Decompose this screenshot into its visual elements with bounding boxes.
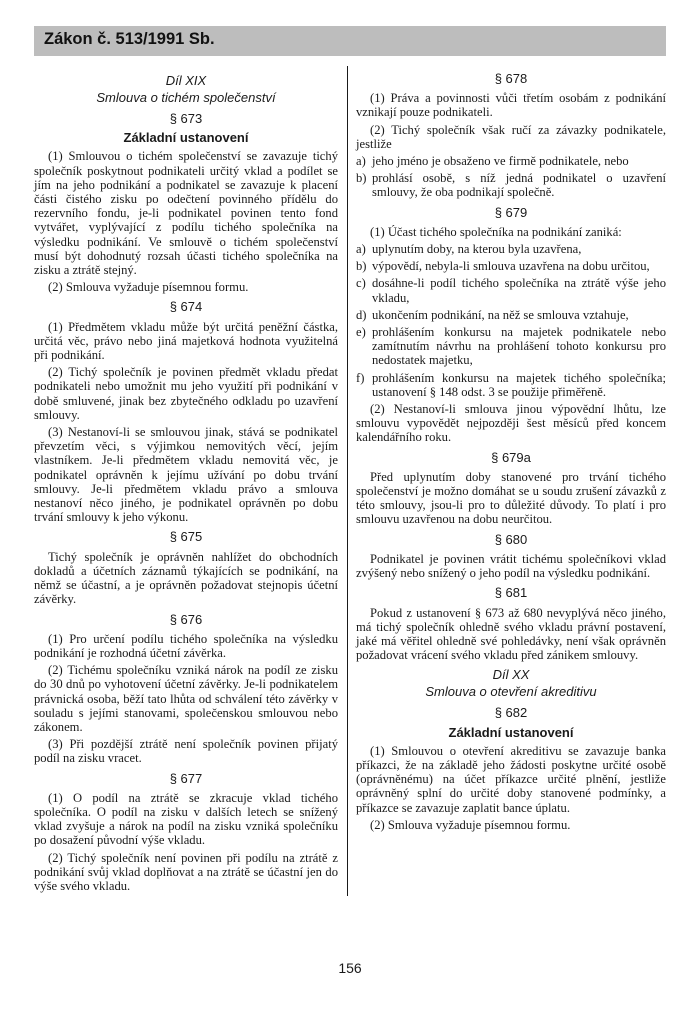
paragraph: Tichý společník je oprávněn nahlížet do obchodních dokladů a účetních záznamů týkajících se podnikání, na němž se účastní, a je oprávněn požadovat stejnopis účetní závěrky. bbox=[34, 549, 338, 607]
paragraph: (2) Smlouva vyžaduje písemnou formu. bbox=[370, 817, 571, 832]
section-number: § 673 bbox=[169, 111, 203, 126]
section-number: § 679a bbox=[491, 449, 531, 465]
list-item-label: e) bbox=[356, 325, 366, 340]
part-label: Díl XX bbox=[492, 667, 530, 683]
list-item-text: výpovědí, nebyla-li smlouva uzavřena na dobu určitou, bbox=[372, 259, 650, 274]
paragraph: Před uplynutím doby stanovené pro trvání tichého společenství je možno domáhat se u soudu zrušení závazků z této smlouvy, jsou-li pro to důležité důvody. To platí i pro smlouvu uzavřenou na dobu neurčitou. bbox=[356, 469, 666, 527]
paragraph: (3) Při pozdější ztrátě není společník povinen přijatý podíl na zisku vracet. bbox=[34, 737, 338, 766]
section-number: § 674 bbox=[169, 299, 203, 315]
paragraph: (2) Tichý společník není povinen při podílu na ztrátě z podnikání svůj vklad doplňovat a na ztrátě se účastní jen do výše svého vkladu. bbox=[34, 850, 338, 893]
paragraph: Podnikatel je povinen vrátit tichému společníkovi vklad zvýšený nebo snížený o jeho podíl na výsledku podnikání. bbox=[356, 551, 666, 581]
paragraph: (1) O podíl na ztrátě se zkracuje vklad tichého společníka. O podíl na zisku v dalších letech se snížený vklad zvyšuje a nárok na podíl na zisku vzniká společníku po dosažení původní výše vkladu. bbox=[34, 790, 338, 848]
right-column bbox=[356, 72, 666, 835]
part-title: Smlouva o tichém společenství bbox=[96, 90, 276, 105]
paragraph: (1) Účast tichého společníka na podnikání zaniká: bbox=[370, 224, 622, 239]
section-number: § 680 bbox=[494, 531, 528, 547]
section-heading: Základní ustanovení bbox=[123, 130, 249, 146]
paragraph: (2) Smlouva vyžaduje písemnou formu. bbox=[48, 280, 249, 295]
list-item-label: b) bbox=[356, 171, 367, 186]
paragraph: (2) Tichému společníku vzniká nárok na podíl ze zisku do 30 dnů po vyhotovení účetní závěrky. Je-li podnikatelem právnická osoba, běží tato lhůta od schválení této závěrky v souladu s jejími stanovami, společenskou smlouvou nebo zákonem. bbox=[34, 663, 338, 734]
header-bar bbox=[34, 26, 666, 56]
list-item bbox=[356, 242, 666, 256]
paragraph: (1) Smlouvou o tichém společenství se zavazuje tichý společník poskytnout podnikateli určitý vklad a podílet se jím na jeho podnikání a podnikatel se zavazuje k placení části čistého zisku po odečtení povinného přídělu do rezervního fondu, je-li podnikatel povinen tento fond vytvářet, vyplývající z podílu tichého společníka na výsledku podnikání. Ve smlouvě o tichém společenství musí být dohodnutý rozsah účasti tichého společníka na zisku a ztrátě stejný. bbox=[34, 149, 338, 278]
list-item-text: ukončením podnikání, na něž se smlouva vztahuje, bbox=[372, 307, 629, 322]
part-title: Smlouva o otevření akreditivu bbox=[425, 684, 597, 700]
list-item-text: dosáhne-li podíl tichého společníka na ztrátě výše jeho vkladu, bbox=[372, 276, 666, 305]
list-item-text: prohlášením konkursu na majetek podnikatele nebo zamítnutím návrhu na prohlášení tohoto konkursu pro nedostatek majetku, bbox=[372, 325, 666, 368]
section-number: § 676 bbox=[169, 611, 203, 627]
paragraph: (1) Předmětem vkladu může být určitá peněžní částka, určitá věc, právo nebo jiná majetková hodnota využitelná při podnikání. bbox=[34, 319, 338, 363]
list-item bbox=[356, 154, 666, 168]
section-number: § 682 bbox=[494, 705, 528, 721]
part-label: Díl XIX bbox=[165, 73, 207, 88]
list-item bbox=[356, 259, 666, 273]
document-title: Zákon č. 513/1991 Sb. bbox=[44, 30, 215, 48]
list-item-label: f) bbox=[356, 370, 365, 385]
list-item-label: c) bbox=[356, 276, 366, 291]
section-number: § 679 bbox=[494, 204, 528, 220]
section-number: § 675 bbox=[169, 529, 203, 545]
paragraph: Pokud z ustanovení § 673 až 680 nevyplývá něco jiného, má tichý společník ohledně svého vkladu právní postavení, jaké má věřitel ohledně své pohledávky, není však oprávněn požadovat vrácení svého vkladu před zánikem smlouvy. bbox=[356, 605, 666, 663]
list-item bbox=[356, 276, 666, 304]
left-column bbox=[34, 72, 338, 896]
section-number: § 678 bbox=[494, 71, 528, 86]
section-number: § 677 bbox=[169, 770, 203, 786]
list-item-label: a) bbox=[356, 242, 366, 257]
paragraph: (2) Tichý společník je povinen předmět vkladu předat podnikateli nebo umožnit mu jeho využití při podnikání v době smluvené, jinak bez zbytečného odkladu po uzavření smlouvy. bbox=[34, 365, 338, 422]
list-item-label: d) bbox=[356, 307, 367, 322]
list-item-text: uplynutím doby, na kterou byla uzavřena, bbox=[372, 242, 582, 257]
list-item-text: prohlásí osobě, s níž jedná podnikatel o uzavření smlouvy, že oba podnikají společně. bbox=[372, 171, 666, 200]
list-item-label: a) bbox=[356, 154, 366, 169]
list-item-text: prohlášením konkursu na majetek tichého společníka; ustanovení § 148 odst. 3 se použije přiměřeně. bbox=[372, 370, 666, 399]
paragraph: (3) Nestanoví-li se smlouvou jinak, stává se podnikatel převzetím věci, s výjimkou nemovitých věcí, jejím vlastníkem. Je-li předmětem vkladu nemovitá věc, je podnikatel oprávněn k jejímu užívání po dobu trvání smlouvy. Je-li předmětem vkladu právo a smlouva nestanoví něco jiného, je podnikatel oprávněn po dobu trvání smlouvy k jeho výkonu. bbox=[34, 425, 338, 525]
paragraph: (1) Smlouvou o otevření akreditivu se zavazuje banka příkazci, že na základě jeho žádosti poskytne určité osobě (oprávněnému) na účet příkazce určité plnění, jestliže oprávněný splní do určité doby stanovené podmínky, a příkazce se zavazuje zaplatit bance úplatu. bbox=[356, 743, 666, 815]
section-number: § 681 bbox=[494, 585, 528, 601]
paragraph: (1) Práva a povinnosti vůči třetím osobám z podnikání vznikají pouze podnikateli. bbox=[356, 91, 666, 120]
list-item bbox=[356, 325, 666, 368]
section-heading: Základní ustanovení bbox=[448, 724, 574, 740]
list-item-label: b) bbox=[356, 259, 367, 274]
paragraph: (2) Tichý společník však ručí za závazky podnikatele, jestliže bbox=[356, 122, 666, 151]
column-divider bbox=[347, 66, 348, 896]
page-number: 156 bbox=[338, 960, 362, 976]
paragraph: (1) Pro určení podílu tichého společníka na výsledku podnikání je rozhodná účetní závěrka. bbox=[34, 631, 338, 660]
paragraph: (2) Nestanoví-li smlouva jinou výpovědní lhůtu, lze smlouvu vypovědět nejpozději šest měsíců před koncem kalendářního roku. bbox=[356, 402, 666, 445]
list-item-text: jeho jméno je obsaženo ve firmě podnikatele, nebo bbox=[372, 154, 629, 169]
list-item bbox=[356, 308, 666, 322]
list-item bbox=[356, 171, 666, 199]
list-item bbox=[356, 371, 666, 399]
